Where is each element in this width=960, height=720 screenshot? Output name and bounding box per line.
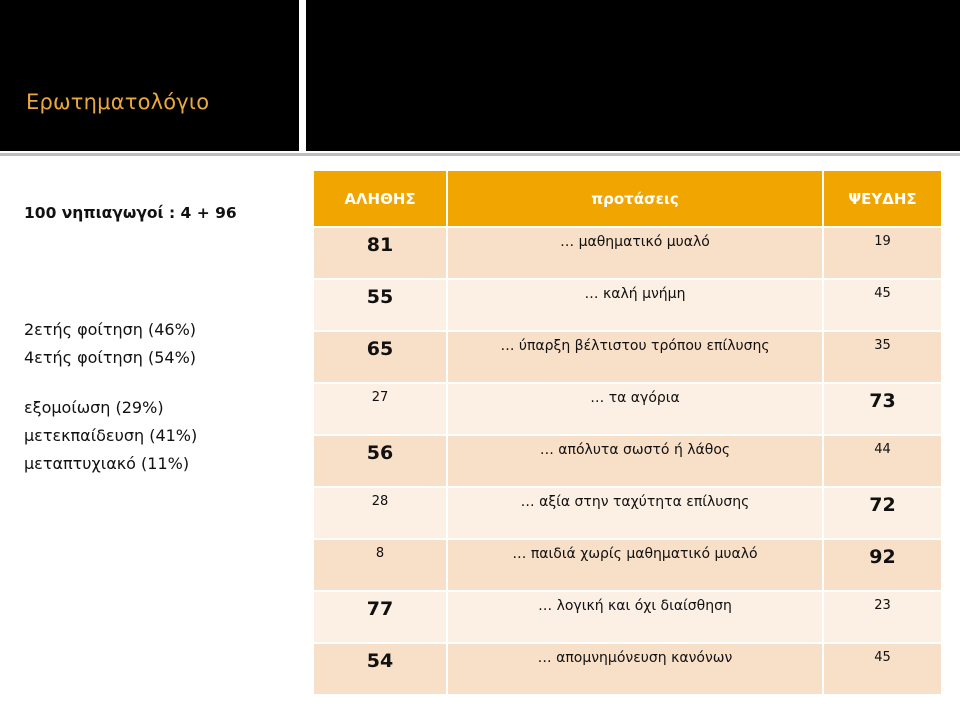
participants-summary: 100 νηπιαγωγοί : 4 + 96	[24, 204, 237, 222]
table-row	[314, 539, 941, 591]
list-item: 2ετής φοίτηση (46%)	[24, 320, 197, 339]
cell-true: 27	[314, 383, 447, 435]
header-divider	[0, 153, 960, 156]
cell-true: 56	[314, 435, 447, 487]
cell-true: 54	[314, 643, 447, 695]
table-header-row	[314, 171, 941, 227]
cell-false: 44	[823, 435, 941, 487]
header-true: ΑΛΗΘΗΣ	[314, 171, 447, 227]
cell-true: 77	[314, 591, 447, 643]
table-row	[314, 435, 941, 487]
cell-statement: … τα αγόρια	[447, 383, 823, 435]
table-row	[314, 591, 941, 643]
list-item: μετεκπαίδευση (41%)	[24, 426, 198, 445]
cell-statement: … ύπαρξη βέλτιστου τρόπου επίλυσης	[447, 331, 823, 383]
header-statement: προτάσεις	[447, 171, 823, 227]
cell-false: 73	[823, 383, 941, 435]
list-item: 4ετής φοίτηση (54%)	[24, 348, 197, 367]
table-row	[314, 279, 941, 331]
table-row	[314, 643, 941, 695]
cell-statement: … λογική και όχι διαίσθηση	[447, 591, 823, 643]
cell-false: 72	[823, 487, 941, 539]
survey-table	[314, 171, 941, 696]
cell-false: 23	[823, 591, 941, 643]
table-row	[314, 487, 941, 539]
cell-true: 8	[314, 539, 447, 591]
cell-true: 28	[314, 487, 447, 539]
cell-statement: … μαθηματικό μυαλό	[447, 227, 823, 279]
left-panel	[24, 200, 294, 478]
header-false: ΨΕΥΔΗΣ	[823, 171, 941, 227]
cell-true: 65	[314, 331, 447, 383]
list-item: μεταπτυχιακό (11%)	[24, 454, 190, 473]
study-duration-list	[24, 316, 294, 372]
table-row	[314, 383, 941, 435]
slide-title: Ερωτηματολόγιο	[26, 90, 210, 114]
cell-false: 35	[823, 331, 941, 383]
table-row	[314, 331, 941, 383]
cell-statement: … παιδιά χωρίς μαθηματικό μυαλό	[447, 539, 823, 591]
cell-false: 45	[823, 279, 941, 331]
cell-statement: … απόλυτα σωστό ή λάθος	[447, 435, 823, 487]
cell-false: 92	[823, 539, 941, 591]
cell-true: 55	[314, 279, 447, 331]
cell-false: 19	[823, 227, 941, 279]
cell-statement: … καλή μνήμη	[447, 279, 823, 331]
cell-true: 81	[314, 227, 447, 279]
table-row	[314, 227, 941, 279]
list-item: εξομοίωση (29%)	[24, 398, 164, 417]
cell-false: 45	[823, 643, 941, 695]
cell-statement: … απομνημόνευση κανόνων	[447, 643, 823, 695]
header-black-panel-right	[306, 0, 960, 151]
further-training-list	[24, 394, 294, 478]
cell-statement: … αξία στην ταχύτητα επίλυσης	[447, 487, 823, 539]
header-black-panel-left	[0, 0, 299, 151]
